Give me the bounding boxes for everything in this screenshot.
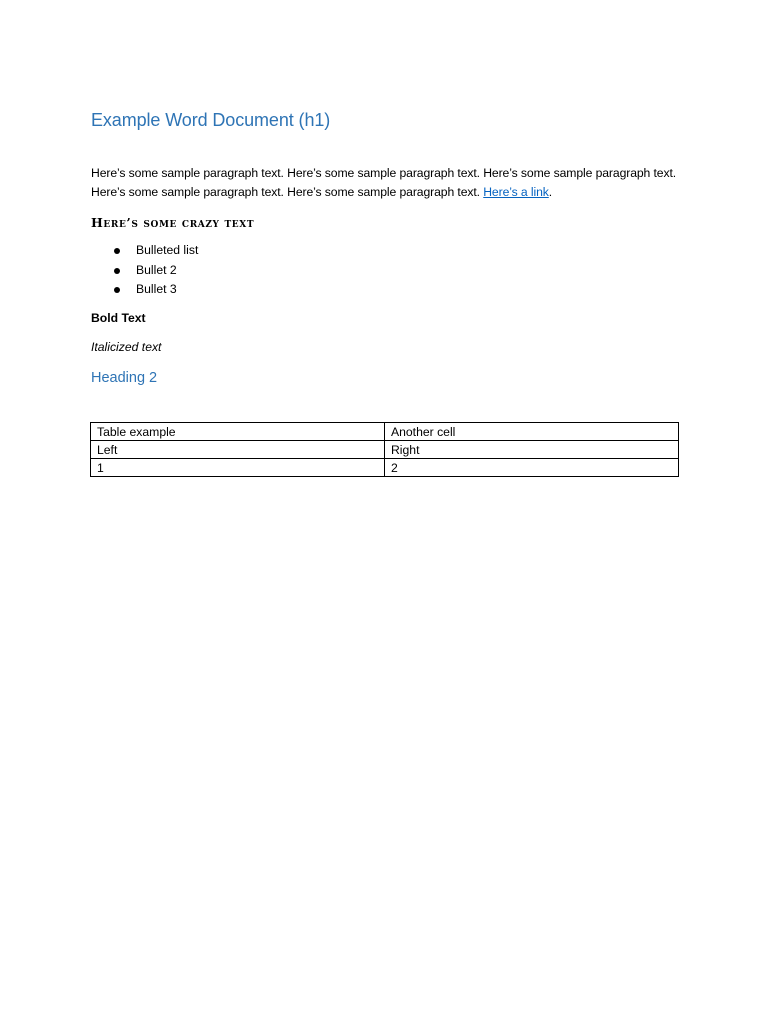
bullet-icon xyxy=(114,287,120,293)
italic-text: Italicized text xyxy=(91,339,162,354)
table-cell: 1 xyxy=(91,459,385,477)
sample-link[interactable]: Here’s a link xyxy=(483,185,549,199)
example-table xyxy=(90,422,679,477)
bulleted-list xyxy=(91,241,679,300)
table-cell: Another cell xyxy=(385,423,679,441)
heading-1: Example Word Document (h1) xyxy=(91,110,331,130)
document-body xyxy=(91,108,679,389)
table-row xyxy=(91,459,679,477)
table-row xyxy=(91,441,679,459)
bullet-icon xyxy=(114,268,120,274)
crazy-text: Here’s some crazy text xyxy=(91,215,255,230)
bold-text: Bold Text xyxy=(91,310,146,325)
table-cell: Right xyxy=(385,441,679,459)
list-item-label: Bullet 3 xyxy=(136,282,177,296)
table-cell: Left xyxy=(91,441,385,459)
heading-2: Heading 2 xyxy=(91,369,158,386)
list-item xyxy=(91,241,679,261)
list-item-label: Bulleted list xyxy=(136,243,199,257)
list-item xyxy=(91,280,679,300)
list-item-label: Bullet 2 xyxy=(136,262,177,277)
table-row xyxy=(91,423,679,441)
paragraph-text: Here’s some sample paragraph text. Here’s some sample paragraph text. Here’s some sample paragraph text. Here’s some sample paragraph text. Here’s some sample paragraph text. xyxy=(91,166,677,199)
bullet-icon xyxy=(114,248,120,254)
sample-paragraph xyxy=(91,164,679,202)
list-item xyxy=(91,261,679,281)
table-cell: 2 xyxy=(385,459,679,477)
paragraph-end: . xyxy=(548,185,553,199)
table-cell: Table example xyxy=(91,423,385,441)
